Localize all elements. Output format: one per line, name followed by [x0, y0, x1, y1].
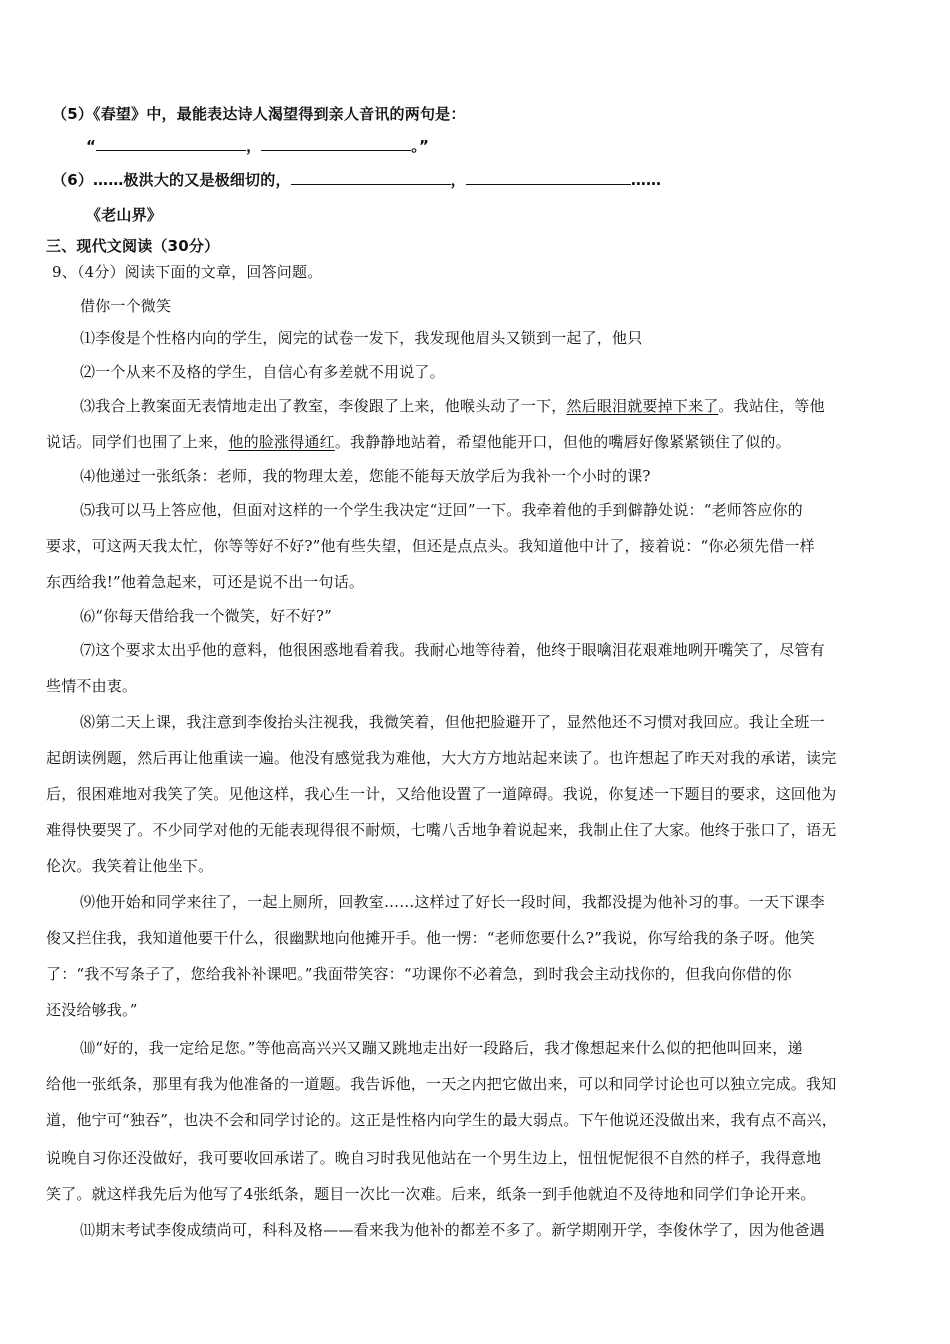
section-title: 三、现代文阅读（30分） — [46, 237, 220, 255]
text-span: 。我站住，等他 — [718, 397, 825, 415]
comma: ， — [450, 171, 466, 189]
paragraph-6: ⑹“你每天借给我一个微笑，好不好?” — [80, 607, 332, 625]
paragraph-9-line-2: 俊又拦住我，我知道他要干什么，很幽默地向他摊开手。他一愣：“老师您要什么?”我说，你写给我的条子呀。他笑 — [46, 929, 815, 947]
question-5-label: （5）《春望》中，最能表达诗人渴望得到亲人音讯的两句是： — [52, 105, 466, 123]
paragraph-5-line-3: 东西给我!”他着急起来，可还是说不出一句话。 — [46, 573, 365, 591]
paragraph-3-line-1 — [80, 396, 904, 416]
paragraph-1: ⑴李俊是个性格内向的学生，阅完的试卷一发下，我发现他眉头又锁到一起了，他只 — [80, 329, 643, 347]
answer-blank-4[interactable] — [466, 170, 631, 185]
close-quote: 。” — [411, 137, 430, 155]
paragraph-8-line-5: 伦次。我笑着让他坐下。 — [46, 857, 214, 875]
text-span: 说话。同学们也围了上来， — [46, 433, 229, 451]
paragraph-8-line-3: 后，很困难地对我笑了笑。见他这样，我心生一计，又给他设置了一道障碍。我说，你复述一下题目的要求，这回他为 — [46, 785, 837, 803]
paragraph-3-line-2 — [46, 432, 791, 452]
comma: ， — [246, 137, 262, 155]
paragraph-11-line-1: ⑾期末考试李俊成绩尚可，科科及格——看来我为他补的都差不多了。新学期刚开学，李俊休学了，因为他爸遇 — [80, 1221, 825, 1239]
question-9-intro: 9、（4分）阅读下面的文章，回答问题。 — [52, 263, 323, 281]
question-6-label: （6）……极洪大的又是极细切的， — [52, 171, 291, 189]
paragraph-8-line-2: 起朗读例题，然后再让他重读一遍。他没有感觉我为难他，大大方方地站起来读了。也许想起了昨天对我的承诺，读完 — [46, 749, 837, 767]
answer-blank-1[interactable] — [96, 136, 246, 151]
underlined-phrase-2: 他的脸涨得通红 — [228, 433, 335, 451]
answer-blank-3[interactable] — [291, 170, 451, 185]
paragraph-7-line-1: ⑺这个要求太出乎他的意料，他很困惑地看着我。我耐心地等待着，他终于眼噙泪花艰难地咧开嘴笑了，尽管有 — [80, 641, 825, 659]
answer-blank-2[interactable] — [261, 136, 411, 151]
paragraph-9-line-1: ⑼他开始和同学来往了，一起上厕所，回教室……这样过了好长一段时间，我都没提为他补习的事。一天下课李 — [80, 893, 825, 911]
paragraph-9-line-3: 了：“我不写条子了，您给我补补课吧。”我面带笑容：“功课你不必着急，到时我会主动找你的，但我向你借的你 — [46, 965, 792, 983]
question-6-source: 《老山界》 — [86, 206, 163, 224]
article-title: 借你一个微笑 — [80, 297, 172, 315]
text-span: ⑶我合上教案面无表情地走出了教室，李俊跟了上来，他喉头动了一下， — [80, 397, 567, 415]
underlined-phrase-1: 然后眼泪就要掉下来了 — [566, 397, 719, 415]
text-span: 。我静静地站着，希望他能开口，但他的嘴唇好像紧紧锁住了似的。 — [334, 433, 791, 451]
question-6-line — [52, 170, 661, 190]
open-quote: “ — [86, 137, 97, 155]
paragraph-5-line-1: ⑸我可以马上答应他，但面对这样的一个学生我决定“迂回”一下。我牵着他的手到僻静处说：“老师答应你的 — [80, 501, 803, 519]
paragraph-10-line-1: ⑽“好的，我一定给足您。”等他高高兴兴又蹦又跳地走出好一段路后，我才像想起来什么似的把他叫回来，递 — [80, 1039, 803, 1057]
ellipsis: …… — [630, 171, 662, 189]
paragraph-4: ⑷他递过一张纸条：老师，我的物理太差，您能不能每天放学后为我补一个小时的课? — [80, 467, 651, 485]
paragraph-5-line-2: 要求，可这两天我太忙，你等等好不好?”他有些失望，但还是点点头。我知道他中计了，接着说：“你必须先借一样 — [46, 537, 815, 555]
paragraph-8-line-1: ⑻第二天上课，我注意到李俊抬头注视我，我微笑着，但他把脸避开了，显然他还不习惯对我回应。我让全班一 — [80, 713, 825, 731]
paragraph-10-line-3: 道，他宁可“独吞”，也决不会和同学讨论的。这正是性格内向学生的最大弱点。下午他说还没做出来，我有点不高兴， — [46, 1111, 837, 1129]
question-5-answer-line — [86, 136, 429, 156]
paragraph-10-line-5: 笑了。就这样我先后为他写了4张纸条，题目一次比一次难。后来，纸条一到手他就迫不及待地和同学们争论开来。 — [46, 1185, 816, 1203]
paragraph-2: ⑵一个从来不及格的学生，自信心有多差就不用说了。 — [80, 363, 445, 381]
paragraph-7-line-2: 些情不由衷。 — [46, 677, 138, 695]
paragraph-9-line-4: 还没给够我。” — [46, 1001, 138, 1019]
paragraph-8-line-4: 难得快要哭了。不少同学对他的无能表现得很不耐烦，七嘴八舌地争着说起来，我制止住了大家。他终于张口了，语无 — [46, 821, 837, 839]
paragraph-10-line-2: 给他一张纸条，那里有我为他准备的一道题。我告诉他，一天之内把它做出来，可以和同学讨论也可以独立完成。我知 — [46, 1075, 837, 1093]
paragraph-10-line-4: 说晚自习你还没做好，我可要收回承诺了。晚自习时我见他站在一个男生边上，忸忸怩怩很不自然的样子，我得意地 — [46, 1149, 822, 1167]
